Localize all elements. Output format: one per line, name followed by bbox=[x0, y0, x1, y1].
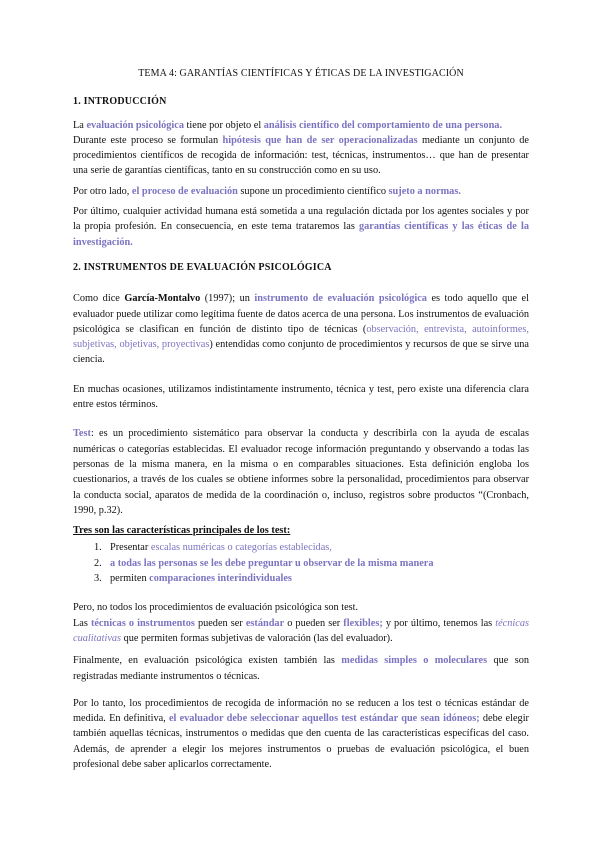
text-run: permiten bbox=[110, 573, 150, 585]
text-run: Finalmente, en evaluación psicológica existen también las bbox=[73, 655, 342, 667]
text-run: supone un procedimiento científico bbox=[237, 185, 389, 197]
underlined-heading: Tres son las características principales de los test: bbox=[73, 525, 291, 537]
highlight-term: hipótesis que han de ser operacionalizadas bbox=[222, 134, 418, 146]
list-item bbox=[94, 556, 529, 571]
list-heading bbox=[73, 523, 529, 538]
text-run: debe elegir también aquellas técnicas, instrumentos o medidas que den cuenta de las características específicas del caso. Además, de aprender a elegir los mejores instrumentos o pruebas de evaluación psicológica, el buen profesional debe saber aplicarlos correctamente. bbox=[73, 713, 529, 770]
text-run: La bbox=[73, 119, 87, 131]
highlight-term: Test bbox=[73, 428, 91, 440]
text-run: Como dice bbox=[73, 293, 125, 305]
highlight-term: flexibles; bbox=[343, 617, 383, 629]
text-run: que son registradas mediante instrumentos o técnicas. bbox=[73, 655, 529, 682]
text-run: que permiten formas subjetivas de valoración (las del evaluador). bbox=[121, 632, 393, 644]
paragraph-conclusion bbox=[73, 696, 529, 772]
text-run: Por lo tanto, los procedimientos de recogida de información no se reducen a los test o técnicas estándar de medida. En definitiva, bbox=[73, 697, 529, 725]
paragraph-medidas bbox=[73, 653, 529, 684]
list-item bbox=[94, 540, 529, 555]
highlight-term: medidas simples o moleculares bbox=[341, 655, 488, 667]
section-heading-instrumentos: 2. INSTRUMENTOS DE EVALUACIÓN PSICOLÓGICA bbox=[73, 261, 332, 273]
highlight-term: el evaluador debe seleccionar aquellos test estándar que sean idóneos; bbox=[168, 713, 480, 725]
list-number: 3. bbox=[94, 573, 102, 585]
paragraph-test-definicion bbox=[73, 426, 529, 518]
highlight-term: instrumento de evaluación psicológica bbox=[254, 293, 427, 305]
highlight-term: comparaciones interindividuales bbox=[149, 573, 292, 585]
highlight-term: observación, entrevista, autoinformes, subjetivas, objetivas, proyectivas bbox=[73, 323, 529, 351]
highlight-term: garantías científicas y las éticas de la investigación. bbox=[73, 221, 529, 248]
text-run: (1997); un bbox=[200, 293, 255, 305]
text-run: Las bbox=[73, 617, 91, 629]
highlight-term: evaluación psicológica bbox=[86, 119, 184, 131]
text-run: ) entendidas como conjunto de procedimientos y recursos de que se sirve una ciencia. bbox=[73, 339, 529, 366]
document-title: TEMA 4: GARANTÍAS CIENTÍFICAS Y ÉTICAS DE LA INVESTIGACIÓN bbox=[138, 68, 464, 79]
highlight-term: el proceso de evaluación bbox=[131, 185, 238, 197]
paragraph-regulacion bbox=[73, 204, 529, 250]
text-run: : es un procedimiento sistemático para observar la conducta y describirla con la ayuda de escalas numéricas o categorías establecidas. El evaluador recoge información preguntando y observando a todas las personas de la misma manera, en la misma o en comparables situaciones. Esta definición engloba los cuestionarios, a través de los cuales se obtiene informes sobre la personalidad, procedimientos para observar la conducta social, aparatos de medida de la coordinación o, incluso, registros sobre productos “(Cronbach, 1990, p.32). bbox=[73, 428, 529, 516]
paragraph-objeto bbox=[73, 118, 529, 133]
list-item bbox=[94, 571, 529, 586]
paragraph-no-todos: Pero, no todos los procedimientos de evaluación psicológica son test. bbox=[73, 602, 359, 614]
list-number: 1. bbox=[94, 542, 102, 554]
text-run: pueden ser bbox=[194, 617, 246, 629]
text-run: Presentar bbox=[110, 542, 151, 554]
section-heading-introduccion: 1. INTRODUCCIÓN bbox=[73, 96, 167, 108]
document-page bbox=[73, 66, 529, 772]
highlight-term: estándar bbox=[245, 617, 285, 629]
highlight-term: escalas numéricas o categorías establecidas, bbox=[150, 542, 332, 554]
paragraph-garcia-montalvo bbox=[73, 291, 529, 367]
text-run: Por último, cualquier actividad humana está sometida a una regulación dictada por los agentes sociales y por la propia profesión. En consecuencia, en este tema trataremos las bbox=[73, 206, 529, 233]
paragraph-proceso bbox=[73, 184, 529, 199]
characteristics-list bbox=[73, 540, 529, 586]
text-run: o pueden ser bbox=[284, 617, 344, 629]
highlight-term: análisis científico del comportamiento de una persona. bbox=[263, 119, 503, 131]
paragraph-tecnicas bbox=[73, 616, 529, 647]
text-run: es todo aquello que el evaluador puede utilizar como legítima fuente de datos acerca de una persona. Los instrumentos de evaluación psicológica se clasifican en función de distinto tipo de técnicas ( bbox=[73, 293, 529, 335]
highlight-term: sujeto a normas. bbox=[388, 185, 461, 197]
text-run: Durante este proceso se formulan bbox=[73, 134, 223, 146]
highlight-term: a todas las personas se les debe preguntar u observar de la misma manera bbox=[110, 557, 434, 569]
highlight-term: técnicas cualitativas bbox=[73, 617, 529, 644]
text-run: mediante un conjunto de procedimientos científicos de recogida de información: test, técnicas, instrumentos… que han de presentar una serie de garantías científicas, tanto en su construcción como en su uso. bbox=[73, 134, 529, 177]
author-name: García-Montalvo bbox=[124, 293, 201, 305]
highlight-term: técnicas o instrumentos bbox=[90, 617, 195, 629]
text-run: Por otro lado, bbox=[73, 185, 132, 197]
list-number: 2. bbox=[94, 557, 102, 569]
paragraph-terminos: En muchas ocasiones, utilizamos indistintamente instrumento, técnica y test, pero existe una diferencia clara entre estos términos. bbox=[73, 383, 529, 411]
paragraph-hipotesis bbox=[73, 133, 529, 179]
text-run: y por último, tenemos las bbox=[382, 617, 496, 629]
text-run: tiene por objeto el bbox=[183, 119, 264, 131]
